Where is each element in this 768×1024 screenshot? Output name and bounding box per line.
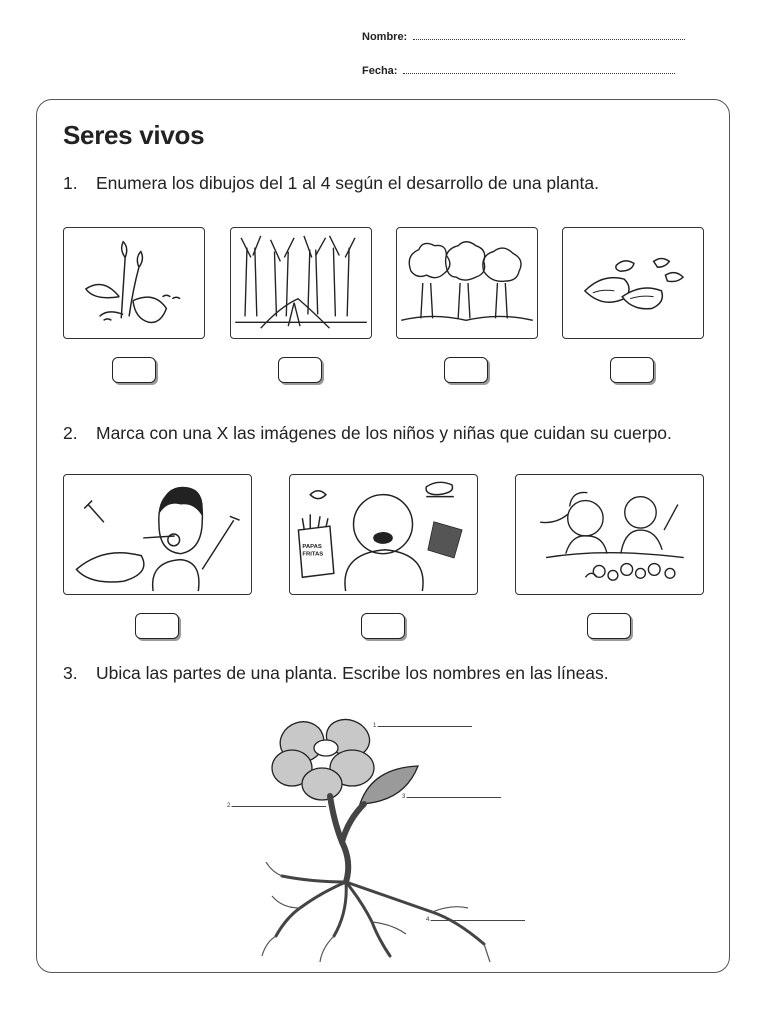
- question-2: [63, 423, 672, 444]
- answer-box-junk-food[interactable]: [361, 613, 405, 639]
- forest-illustration: [231, 228, 371, 338]
- plant-label-3-line[interactable]: [407, 791, 501, 798]
- healthy-eating-picture: [515, 474, 704, 595]
- boy-brushing-teeth-illustration: [64, 475, 251, 594]
- name-field-row: [362, 29, 685, 43]
- question-3-text: Ubica las partes de una planta. Escribe los nombres en las líneas.: [96, 663, 609, 683]
- plant-label-3: [402, 791, 501, 800]
- question-1: [63, 173, 599, 194]
- question-1-number: 1.: [63, 173, 78, 193]
- plant-label-3-number: 3.: [402, 794, 408, 800]
- snack-label-line-1: PAPAS: [302, 543, 322, 550]
- date-label: Fecha:: [362, 65, 398, 77]
- trees-illustration: [397, 228, 537, 338]
- question-2-text: Marca con una X las imágenes de los niños y niñas que cuidan su cuerpo.: [96, 423, 672, 443]
- child-eating-junk-food-illustration: [290, 475, 477, 594]
- answer-box-forest[interactable]: [278, 357, 322, 383]
- question-3-number: 3.: [63, 663, 78, 683]
- plant-illustration: [222, 712, 532, 974]
- answer-box-healthy-eating[interactable]: [587, 613, 631, 639]
- children-eating-healthy-illustration: [516, 475, 703, 594]
- plant-label-1-number: 1.: [373, 723, 379, 729]
- plant-diagram: [222, 712, 532, 974]
- plant-label-4-line[interactable]: [431, 914, 525, 921]
- sprout-picture: [63, 227, 205, 339]
- forest-picture: [230, 227, 372, 339]
- sprout-illustration: [64, 228, 204, 338]
- plant-label-2-number: 2.: [227, 803, 233, 809]
- answer-box-seeds[interactable]: [610, 357, 654, 383]
- name-line[interactable]: [413, 29, 685, 40]
- answer-box-brushing-teeth[interactable]: [135, 613, 179, 639]
- seeds-picture: [562, 227, 704, 339]
- question-3: [63, 663, 609, 684]
- snack-label-line-2: FRITAS: [302, 551, 324, 558]
- date-line[interactable]: [403, 63, 675, 74]
- worksheet-title: Seres vivos: [63, 120, 205, 150]
- question-1-text: Enumera los dibujos del 1 al 4 según el desarrollo de una planta.: [96, 173, 599, 193]
- junk-food-picture: [289, 474, 478, 595]
- date-field-row: [362, 63, 675, 77]
- name-label: Nombre:: [362, 31, 408, 43]
- plant-label-1-line[interactable]: [378, 720, 472, 727]
- question-2-number: 2.: [63, 423, 78, 443]
- plant-label-2: [227, 800, 326, 809]
- plant-label-4-number: 4.: [426, 917, 432, 923]
- answer-box-trees[interactable]: [444, 357, 488, 383]
- seeds-illustration: [563, 228, 703, 338]
- plant-label-1: [373, 720, 472, 729]
- plant-label-2-line[interactable]: [232, 800, 326, 807]
- plant-label-4: [426, 914, 525, 923]
- brushing-teeth-picture: [63, 474, 252, 595]
- answer-box-sprout[interactable]: [112, 357, 156, 383]
- trees-picture: [396, 227, 538, 339]
